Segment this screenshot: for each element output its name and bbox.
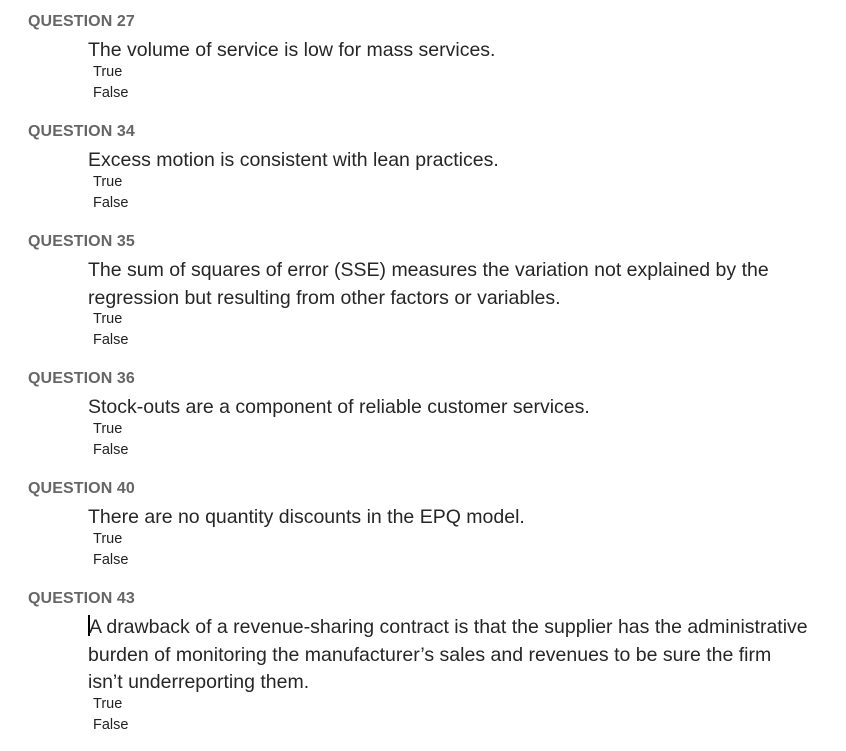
question-text: The volume of service is low for mass services. bbox=[88, 39, 496, 61]
answer-options bbox=[93, 172, 293, 214]
question-text: Stock-outs are a component of reliable customer services. bbox=[88, 396, 590, 418]
question-text: A drawback of a revenue-sharing contract is that the supplier has the administrative burden of monitoring the manufacturer’s sales and revenues to be sure the firm isn’t underreporting them. bbox=[88, 616, 808, 693]
answer-option-false[interactable]: False bbox=[93, 442, 129, 458]
answer-option-false[interactable]: False bbox=[93, 717, 129, 733]
question-text: Excess motion is consistent with lean practices. bbox=[88, 149, 499, 171]
answer-option-true[interactable]: True bbox=[93, 174, 123, 190]
answer-option-true[interactable]: True bbox=[93, 311, 123, 327]
question-heading: QUESTION 34 bbox=[28, 123, 135, 140]
answer-options bbox=[93, 309, 293, 351]
answer-option-true[interactable]: True bbox=[93, 421, 123, 437]
answer-option-false[interactable]: False bbox=[93, 332, 129, 348]
question-text: The sum of squares of error (SSE) measures the variation not explained by the regression but resulting from other factors or variables. bbox=[88, 259, 769, 309]
answer-option-true[interactable]: True bbox=[93, 64, 123, 80]
question-text: There are no quantity discounts in the EPQ model. bbox=[88, 506, 525, 528]
answer-options bbox=[93, 694, 293, 736]
question-heading: QUESTION 43 bbox=[28, 590, 135, 607]
answer-option-false[interactable]: False bbox=[93, 195, 129, 211]
answer-option-true[interactable]: True bbox=[93, 696, 123, 712]
answer-options bbox=[93, 529, 293, 571]
answer-option-false[interactable]: False bbox=[93, 85, 129, 101]
answer-options bbox=[93, 62, 293, 104]
question-text-with-caret bbox=[88, 614, 808, 697]
question-heading: QUESTION 36 bbox=[28, 370, 135, 387]
question-heading: QUESTION 27 bbox=[28, 13, 135, 30]
question-heading: QUESTION 35 bbox=[28, 233, 135, 250]
answer-option-true[interactable]: True bbox=[93, 531, 123, 547]
answer-option-false[interactable]: False bbox=[93, 552, 129, 568]
answer-options bbox=[93, 419, 293, 461]
question-heading: QUESTION 40 bbox=[28, 480, 135, 497]
